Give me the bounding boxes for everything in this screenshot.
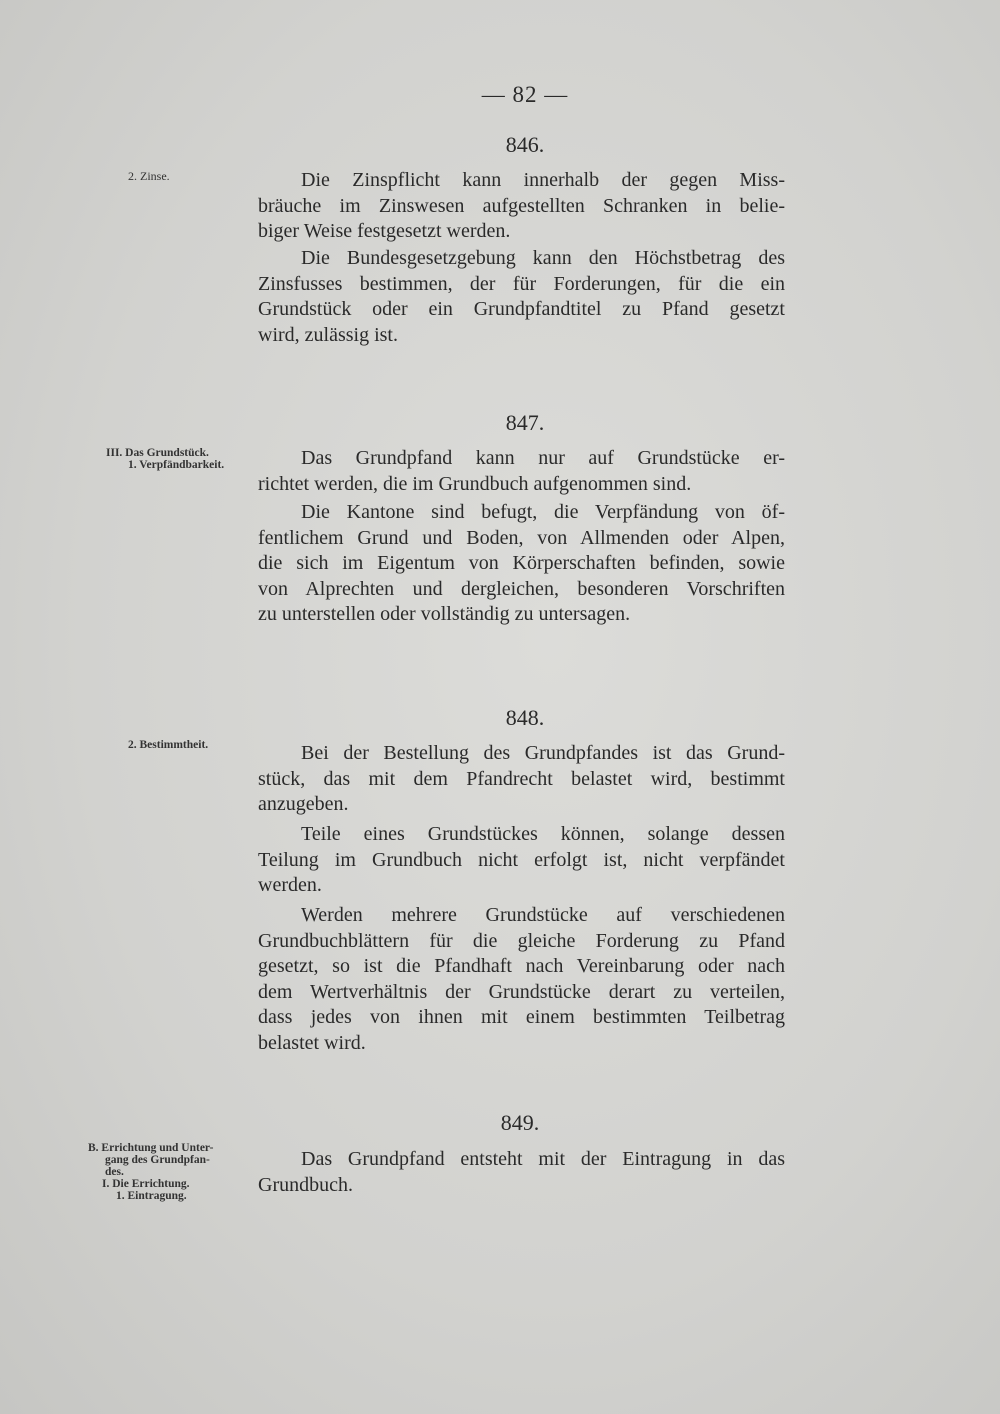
text-line: biger Weise festgesetzt werden. — [258, 220, 511, 242]
text-line: richtet werden, die im Grundbuch aufgenommen sind. — [258, 472, 692, 495]
text-line: stück, das mit dem Pfandrecht belastet wird, bestimmt — [258, 767, 785, 790]
article-848-paragraph-3 — [258, 903, 785, 1056]
text-line: die sich im Eigentum von Körperschaften befinden, sowie — [258, 552, 785, 574]
text-line: dass jedes von ihnen mit einem bestimmten Teilbetrag — [258, 1006, 785, 1028]
article-number-848: 848. — [505, 705, 545, 730]
text-line: Grundbuch. — [258, 1173, 353, 1196]
text-line: fentlichem Grund und Boden, von Allmenden oder Alpen, — [258, 526, 785, 549]
text-line: Das Grundpfand entsteht mit der Eintragung in das — [301, 1148, 785, 1170]
margin-note-line: III. Das Grundstück. — [106, 447, 209, 459]
margin-note-errichtung — [88, 1142, 268, 1202]
text-line: wird, zulässig ist. — [258, 323, 398, 346]
text-line: Grundbuchblättern für die gleiche Forderung zu Pfand — [258, 929, 785, 952]
text-line: zu unterstellen oder vollständig zu untersagen. — [258, 603, 631, 625]
text-line: Bei der Bestellung des Grundpfandes ist das Grund- — [301, 742, 785, 764]
text-line: Die Zinspflicht kann innerhalb der gegen Miss- — [301, 169, 785, 191]
article-846-paragraph-1 — [258, 168, 785, 245]
article-847-paragraph-2 — [258, 500, 785, 628]
text-line: Werden mehrere Grundstücke auf verschiedenen — [301, 904, 785, 926]
text-line: Die Kantone sind befugt, die Verpfändung von öf- — [301, 501, 785, 523]
article-number-847: 847. — [505, 410, 545, 435]
text-line: Grundstück oder ein Grundpfandtitel zu Pfand gesetzt — [258, 298, 785, 320]
text-line: belastet wird. — [258, 1031, 366, 1054]
text-line: dem Wertverhältnis der Grundstücke derart zu verteilen, — [258, 980, 785, 1003]
text-line: werden. — [258, 874, 322, 896]
text-line: Teilung im Grundbuch nicht erfolgt ist, nicht verpfändet — [258, 848, 785, 871]
margin-note-line: 1. Verpfändbarkeit. — [128, 459, 225, 471]
article-849-paragraph-1 — [258, 1147, 785, 1198]
text-line: gesetzt, so ist die Pfandhaft nach Vereinbarung oder nach — [258, 955, 785, 977]
article-number-846: 846. — [505, 132, 545, 157]
margin-note-line: des. — [105, 1166, 124, 1178]
text-line: von Alprechten und dergleichen, besonderen Vorschriften — [258, 577, 785, 600]
text-line: Zinsfusses bestimmen, der für Forderungen, für die ein — [258, 272, 785, 295]
text-line: Die Bundesgesetzgebung kann den Höchstbetrag des — [301, 247, 785, 269]
margin-note-line: 2. Zinse. — [128, 169, 170, 183]
margin-note-line: 1. Eintragung. — [116, 1190, 187, 1202]
margin-note-line: gang des Grundpfan- — [105, 1154, 210, 1166]
text-line: anzugeben. — [258, 793, 349, 815]
article-847-paragraph-1 — [258, 446, 785, 497]
text-line: bräuche im Zinswesen aufgestellten Schranken in belie- — [258, 194, 785, 217]
margin-note-line: I. Die Errichtung. — [102, 1178, 190, 1190]
article-848-paragraph-1 — [258, 741, 785, 818]
text-line: Das Grundpfand kann nur auf Grundstücke er- — [301, 447, 785, 469]
article-number-849: 849. — [500, 1110, 540, 1135]
page-number: — 82 — — [481, 82, 569, 107]
text-line: Teile eines Grundstückes können, solange dessen — [301, 823, 785, 845]
margin-note-line: 2. Bestimmtheit. — [128, 739, 209, 751]
article-846-paragraph-2 — [258, 246, 785, 348]
margin-note-line: B. Errichtung und Unter- — [88, 1142, 214, 1154]
article-848-paragraph-2 — [258, 822, 785, 899]
